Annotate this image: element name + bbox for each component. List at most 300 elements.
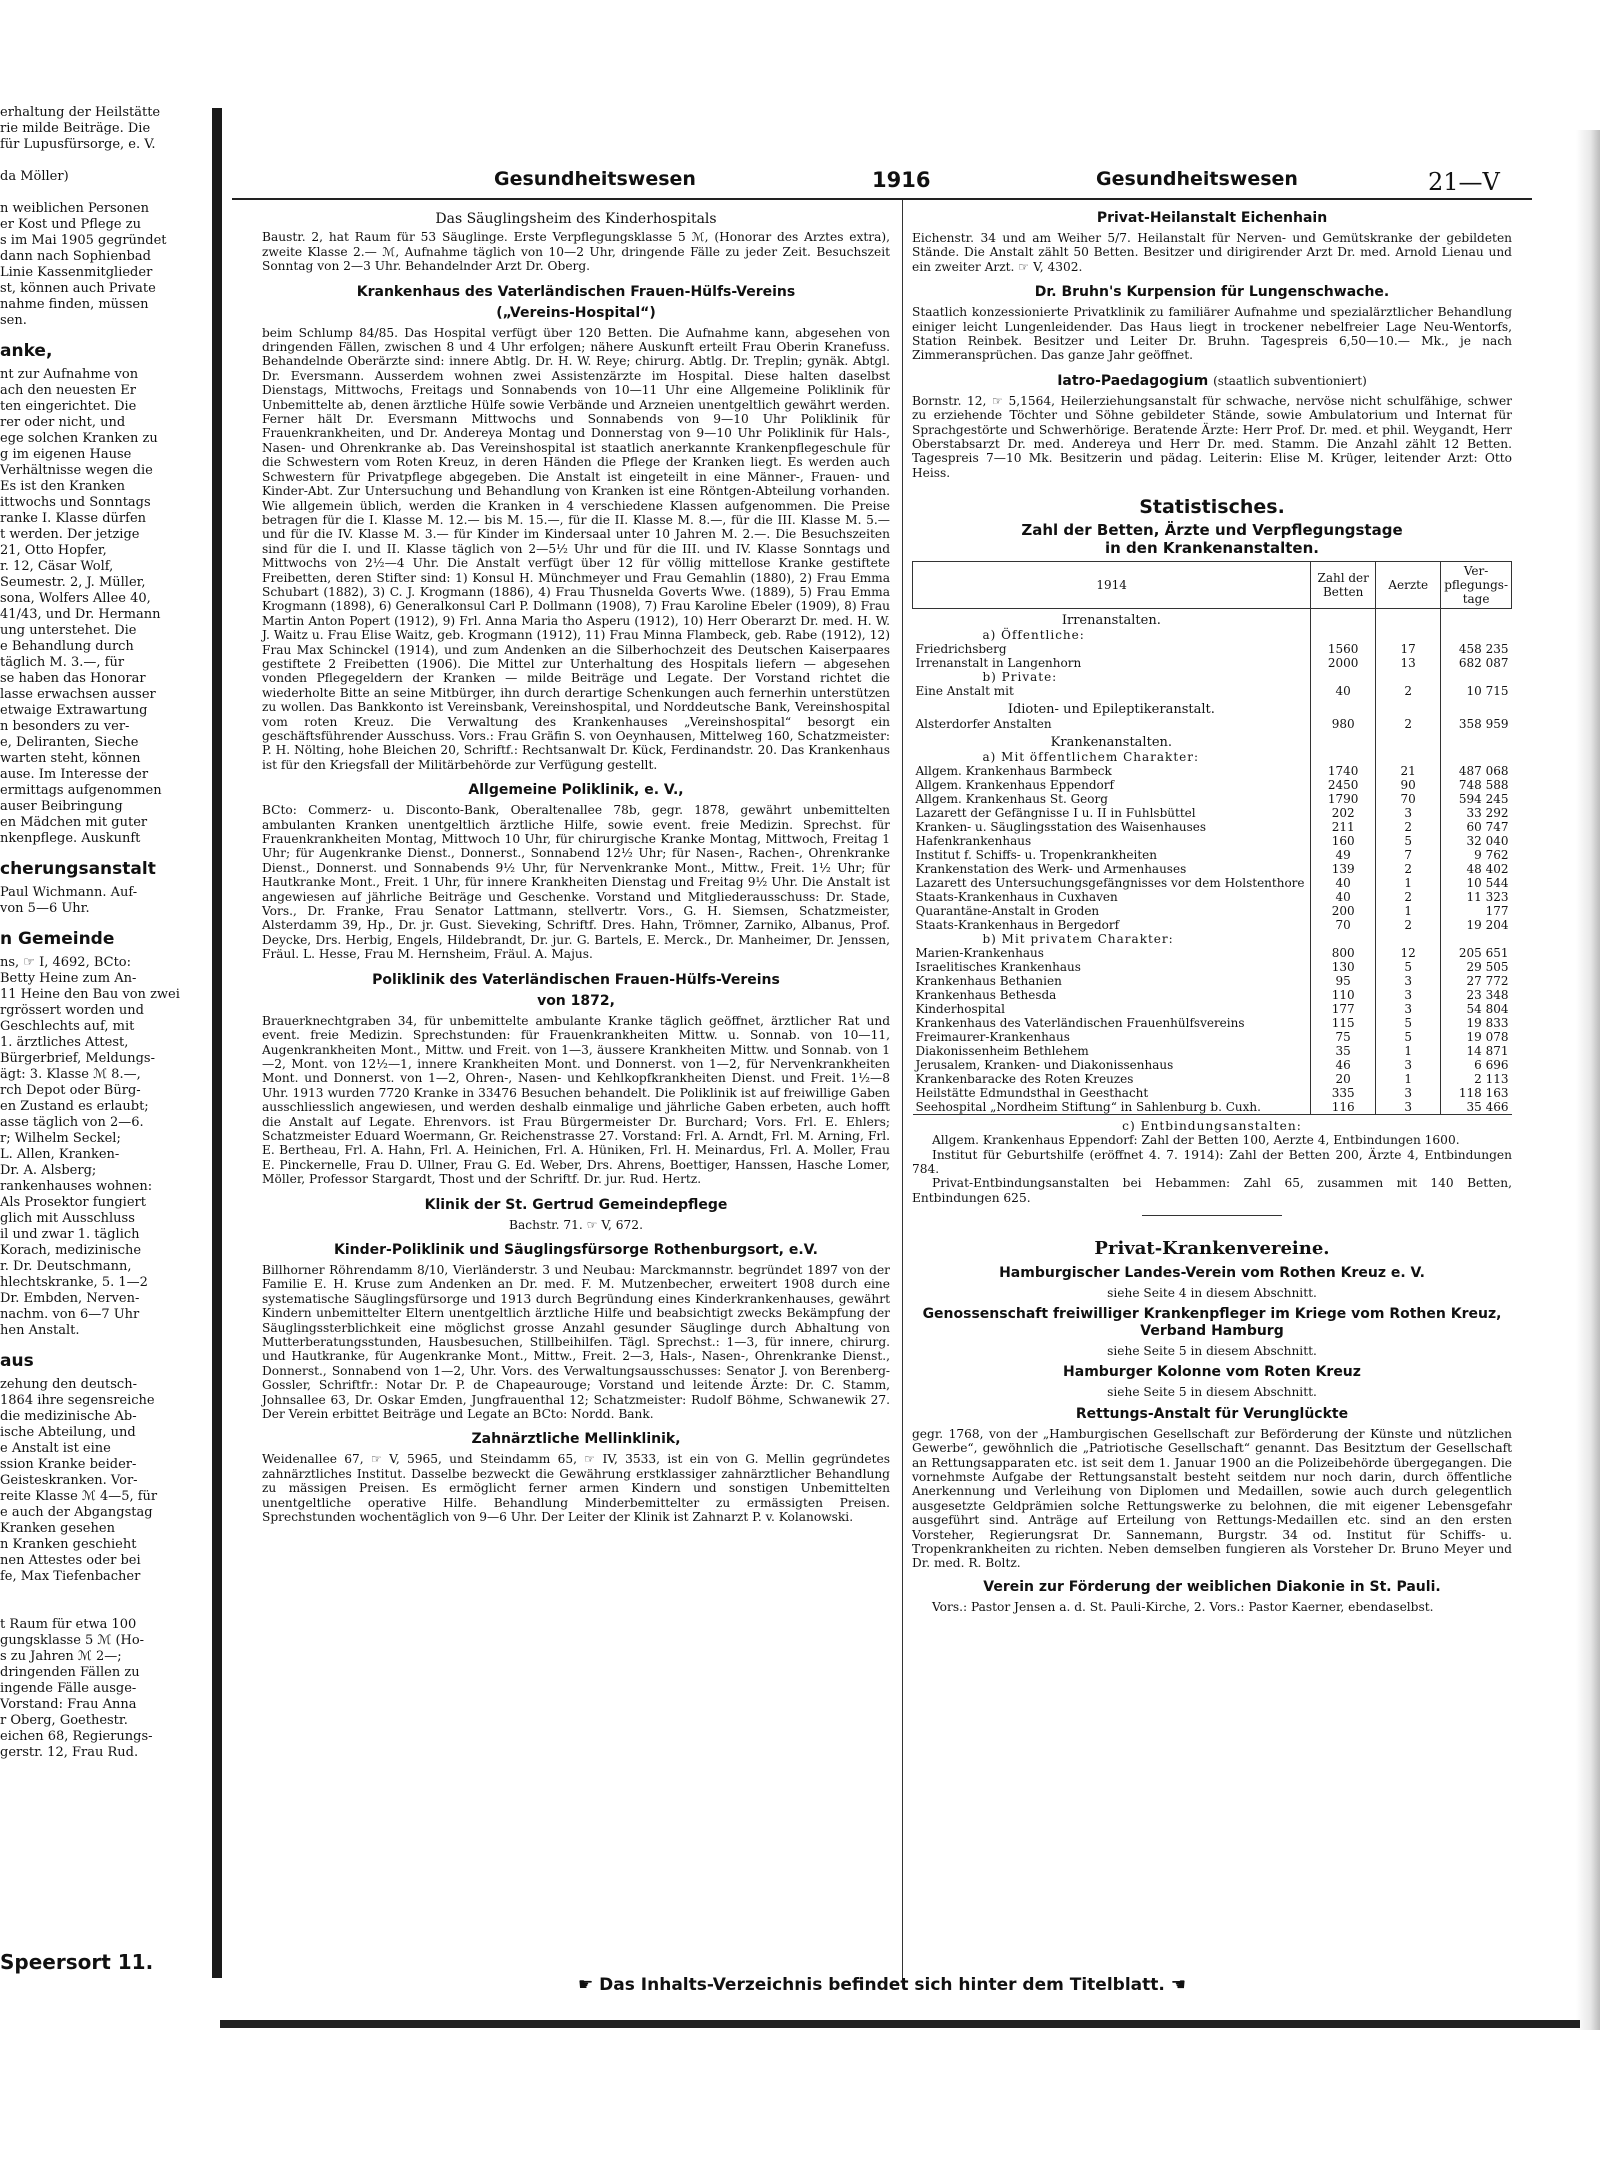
text-line: ägt: 3. Klasse ℳ 8.—, (0, 1067, 141, 1082)
table-row (913, 1016, 1512, 1030)
text-line: Paul Wichmann. Auf- (0, 885, 138, 900)
section-allgemeine-poliklinik (262, 782, 890, 961)
beds-count: 95 (1311, 974, 1376, 988)
text-line: n besonders zu ver- (0, 719, 130, 734)
empty-cell (1441, 698, 1512, 717)
empty-cell (1311, 670, 1376, 684)
subgroup-row (913, 932, 1512, 946)
text-line: s zu Jahren ℳ 2—; (0, 1649, 122, 1664)
footer-notice: ☛ Das Inhalts-Verzeichnis befindet sich hinter dem Titelblatt. ☚ (578, 1975, 1186, 1995)
institution-name: Institut f. Schiffs- u. Tropenkrankheiten (915, 847, 1157, 862)
institution-name: Staats-Krankenhaus in Cuxhaven (915, 889, 1118, 904)
beds-count: 1740 (1311, 764, 1376, 778)
text-line: lasse erwachsen ausser (0, 687, 156, 702)
beds-count: 116 (1311, 1100, 1376, 1115)
text-line: e, Deliranten, Sieche (0, 735, 139, 750)
beds-count: 75 (1311, 1030, 1376, 1044)
group-row (913, 698, 1512, 717)
beds-count: 110 (1311, 988, 1376, 1002)
section-body: BCto: Commerz- u. Disconto-Bank, Oberaltenallee 78b, gegr. 1878, gewährt unbemittelten ambulanten Kranken unentgeltlich ärztliche Hilfe, sowie event. freie Medizin. Sprechst. für Frauenkrankheiten Montag, Mittwoch 10 Uhr, für chirurgische Kranke Montag, Mittwoch, Freitag 1 Uhr; für Augenkranke Dienst., Donnerst., Sonnabend 12½ Uhr; für Nasen-, Rachen-, Ohrenkranke Dienst., Donnerst. und Sonnabends 9½ Uhr, für Nervenkranke Mont., Mittw., Freit. 1½ Uhr; für Hautkranke Mont., Freit. 1 Uhr, für innere Krankheiten Dienstag und Freitag 9½ Uhr. Die Anstalt ist angewiesen auf jährliche Beiträge und Geschenke. Vorstand und Mitgliederausschuss: Dr. Stade, Vors., Dr. Franke, Frau Senator Lattmann, stellvertr. Vors., G. H. Siemsen, Schatzmeister, Alsterdamm 39, Hp., Dr. jr. Gust. Sieveking, Schriftf. Dres. Hahn, Trömner, Zarniko, Albanus, Prof. Deycke, Drs. Herbig, Engels, Hildebrandt, Dr. jur. G. Bartels, E. Merck., Dr. Manheimer, Dr. Jenssen, Fräul. L. Hesse, Frau M. Hernsheim, Fräul. A. Majus. (262, 803, 890, 962)
text-line: 41/43, und Dr. Hermann (0, 607, 161, 622)
care-days: 29 505 (1441, 960, 1512, 974)
notes-title: c) Entbindungsanstalten: (1122, 1118, 1302, 1133)
text-line: nahme finden, müssen (0, 297, 149, 312)
text-line: täglich M. 3.—, für (0, 655, 125, 670)
section-saeuglingsheim (262, 212, 890, 274)
text-line: zehung den deutsch- (0, 1377, 137, 1392)
left-heading: cherungsanstalt (0, 859, 156, 879)
text-line: rgrössert worden und (0, 1003, 144, 1018)
doctors-count: 1 (1376, 876, 1441, 890)
table-row (913, 988, 1512, 1002)
section-subtitle: siehe Seite 5 in diesem Abschnitt. (1107, 1343, 1317, 1358)
section-title: Zahnärztliche Mellinklinik, (471, 1431, 681, 1448)
text-line: t Raum für etwa 100 (0, 1617, 137, 1632)
header-year: 1916 (872, 168, 931, 192)
table-row (913, 1002, 1512, 1016)
care-days: 10 715 (1441, 684, 1512, 698)
text-line: r; Wilhelm Seckel; (0, 1131, 121, 1146)
table-row (913, 1030, 1512, 1044)
section-subtitle: siehe Seite 5 in diesem Abschnitt. (1107, 1385, 1317, 1400)
text-line: Geisteskranken. Vor- (0, 1473, 138, 1488)
section-title: Privat-Heilanstalt Eichenhain (1096, 210, 1328, 226)
institution-name: Lazarett des Untersuchungsgefängnisses vor dem Holstenthore (915, 875, 1305, 890)
doctors-count: 21 (1376, 764, 1441, 778)
table-row (913, 792, 1512, 806)
institution-name: Staats-Krankenhaus in Bergedorf (915, 917, 1120, 932)
left-heading: n Gemeinde (0, 929, 115, 949)
institution-name: Krankenhaus des Vaterländischen Frauenhülfsvereins (915, 1015, 1245, 1030)
section-body: Weidenallee 67, ☞ V, 5965, und Steindamm 65, ☞ IV, 3533, ist ein von G. Mellin gegründetes zahnärztliches Institut. Dasselbe bezweckt die Gewährung erstklassiger zahnärztlicher Behandlung zu mässigen Preisen. Es ermöglicht ferner armen Kindern und sonstigen Unbemittelten unentgeltliche operative Hilfe. Behandlung Minderbemittelter zu ermässigten Preisen. Sprechstunden wochentäglich von 9—6 Uhr. Der Leiter der Klinik ist Zahnarzt P. v. Kolanowski. (262, 1452, 890, 1525)
text-line: 11 Heine den Bau von zwei (0, 987, 180, 1002)
empty-cell (1311, 698, 1376, 717)
table-row (913, 946, 1512, 960)
beds-count: 130 (1311, 960, 1376, 974)
care-days: 9 762 (1441, 848, 1512, 862)
doctors-count: 13 (1376, 656, 1441, 670)
text-line: L. Allen, Kranken- (0, 1147, 120, 1162)
table-row (913, 1100, 1512, 1115)
section-body: Baustr. 2, hat Raum für 53 Säuglinge. Erste Verpflegungsklasse 5 ℳ, (Honorar des Arztes extra), zweite Klasse 2.— ℳ, Aufnahme täglich von 10—2 Uhr, dringende Fälle zu jeder Zeit. Besuchszeit Sonntag von 2—3 Uhr. Behandelnder Arzt Dr. Oberg. (262, 230, 890, 274)
text-line: t werden. Der jetzige (0, 527, 140, 542)
section-title: Verein zur Förderung der weiblichen Diakonie in St. Pauli. (983, 1578, 1441, 1595)
subgroup-title: b) Mit privatem Charakter: (982, 931, 1174, 946)
table-row (913, 862, 1512, 876)
text-line: s im Mai 1905 gegründet (0, 233, 167, 248)
group-title: Irrenanstalten. (1061, 612, 1161, 628)
doctors-count: 2 (1376, 684, 1441, 698)
section-title: Dr. Bruhn's Kurpension für Lungenschwache. (1034, 284, 1390, 301)
doctors-count: 3 (1376, 1086, 1441, 1100)
empty-cell (1376, 628, 1441, 642)
doctors-count: 2 (1376, 918, 1441, 932)
care-days: 27 772 (1441, 974, 1512, 988)
text-line: n Kranken geschieht (0, 1537, 137, 1552)
doctors-count: 3 (1376, 1002, 1441, 1016)
text-line: für Lupusfürsorge, e. V. (0, 137, 156, 152)
doctors-count: 3 (1376, 1058, 1441, 1072)
doctors-count: 70 (1376, 792, 1441, 806)
text-line: nachm. von 6—7 Uhr (0, 1307, 140, 1322)
table-row (913, 820, 1512, 834)
institution-name: Krankenstation des Werk- und Armenhauses (915, 861, 1187, 876)
column-right (912, 210, 1512, 1614)
text-line: e auch der Abgangstag (0, 1505, 153, 1520)
institution-name: Krankenhaus Bethesda (915, 987, 1057, 1002)
text-line: Vorstand: Frau Anna (0, 1697, 137, 1712)
doctors-count: 5 (1376, 1016, 1441, 1030)
doctors-count: 3 (1376, 806, 1441, 820)
text-line: ranke I. Klasse dürfen (0, 511, 147, 526)
beds-count: 1790 (1311, 792, 1376, 806)
text-line: ause. Im Interesse der (0, 767, 149, 782)
text-line: er Kost und Pflege zu (0, 217, 141, 232)
text-line: e Anstalt ist eine (0, 1441, 111, 1456)
text-line: Seumestr. 2, J. Müller, (0, 575, 146, 590)
text-line: von 5—6 Uhr. (0, 901, 90, 916)
text-line: nkenpflege. Auskunft (0, 831, 141, 846)
institution-name: Quarantäne-Anstalt in Groden (915, 903, 1100, 918)
institution-name: Alsterdorfer Anstalten (915, 716, 1052, 731)
doctors-count: 3 (1376, 988, 1441, 1002)
care-days: 10 544 (1441, 876, 1512, 890)
institution-name: Lazarett der Gefängnisse I u. II in Fuhlsbüttel (915, 805, 1196, 820)
table-row (913, 642, 1512, 656)
header-right: Gesundheitswesen (1096, 168, 1298, 190)
table-row (913, 1072, 1512, 1086)
empty-cell (1441, 731, 1512, 750)
doctors-count: 2 (1376, 820, 1441, 834)
beds-count: 115 (1311, 1016, 1376, 1030)
section-body: beim Schlump 84/85. Das Hospital verfügt über 120 Betten. Die Aufnahme kann, abgesehen von dringenden Fällen, zwischen 8 und 4 Uhr erfolgen; nähere Auskunft erteilt Frau Oberin Kranefuss. Behandelnde Oberärzte sind: innere Abtlg. Dr. H. W. Reye; chirurg. Abtlg. Dr. Treplin; gynäk. Abtgl. Dr. Eversmann. Ausserdem wohnen zwei Assistenzärzte im Hospital. Diese halten daselbst Dienstags, Mittwochs, Freitags und Sonnabends von 10—11 Uhr eine Allgemeine Poliklinik für Unbemittelte ab, denen ärztliche Hülfe sowie Verbände und Arzneien unentgeltlich gewährt werden. Ferner hält Dr. Eversmann Mittwochs und Sonnabends von 9—10 Uhr Poliklinik für Frauenkrankheiten, und Dr. Andereya Montag und Donnerstag von 9—10 Uhr Poliklinik für Hals-, Nasen- und Ohrenkranke ab. Das Vereinshospital ist staatlich anerkannte Krankenpflegeschule für die Schwestern vom Roten Kreuz, in deren Händen die Pflege der Kranken liegt. Es werden auch Schwestern für Privatpflege abgegeben. Die Anstalt ist eingeteilt in eine Männer-, Frauen- und Kinder-Abt. Zur Untersuchung und Behandlung von Kranken ist eine Röntgen-Abteilung vorhanden. Wie allgemein üblich, werden die Kranken in 4 verschiedene Klassen aufgenommen. Die Preise betragen für die I. Klasse M. 12.— bis M. 15.—, für die II. Klasse M. 8.—, für die III. Klasse M. 5.— und für die IV. Klasse M. 3.— für Kinder im Kindersaal unter 10 Jahren M. 2.—. Die Besuchszeiten sind für die I. und II. Klasse täglich von 2—5½ Uhr und für die III. und IV. Klasse Sonntags und Mittwochs von 2½—4 Uhr. Die Anstalt verfügt über 12 für völlig mittellose Kranke gestiftete Freibetten, deren Stifter sind: 1) Konsul H. Münchmeyer und Frau Gemahlin (1880), 2) Frau Emma Schubart (1882), 3) C. J. Krogmann (1886), 4) Frau Thusnelda Goverts Wwe. (1889), 5) Frau Emma Krogmann (1898), 6) Generalkonsul Carl P. Dollmann (1908), 7) Frau Karoline Ebeler (1909), 8) Frau Martin Anton Popert (1912), 9) Frl. Anna Maria tho Asperu (1912), 10) Herr Oberarzt Dr. med. H. W. J. Waitz u. Frau Elise Waitz, geb. Krogmann (1912), 11) Frau Minna Flambeck, geb. Rabe (1912), 12) Frau Max Schinckel (1914), und zum Andenken an die Silberhochzeit des Deutschen Kaiserpaares gestiftete 2 Freibetten (1906). Die Mittel zur Unterhaltung des Hospitals liefern — abgesehen vonden Pflegegeldern der Kranken — milde Beiträge und Legate. Der Vorstand richtet die wiederholte Bitte an seine Mitbürger, ihn durch derartige Schenkungen auch fernerhin unterstützen zu wollen. Das Bankkonto ist Vereinsbank, Vereinshospital, und Norddeutsche Bank, Vereinshospital vom roten Kreuz. Die Verwaltung des Krankenhauses „Vereinshospital“ besorgt ein geschäftsführender Ausschuss. Vors.: Frau Gräfin S. von Oeynhausen, Mittelweg 160, Schatzmeister: P. H. Nölting, hohe Bleichen 20, Schriftf.: Rechtsanwalt Dr. Kück, Ferdinandstr. 20. Das Krankenhaus ist für den Kriegsfall der Militärbehörde zur Verfügung gestellt. (262, 325, 890, 772)
page-number: 21—V (1428, 168, 1500, 196)
subgroup-row (913, 670, 1512, 684)
care-days: 205 651 (1441, 946, 1512, 960)
beds-count: 202 (1311, 806, 1376, 820)
care-days: 6 696 (1441, 1058, 1512, 1072)
text-line: etwaige Extrawartung (0, 703, 148, 718)
empty-cell (1376, 670, 1441, 684)
beds-count: 35 (1311, 1044, 1376, 1058)
text-line: Bürgerbrief, Meldungs- (0, 1051, 155, 1066)
institution-name: Israelitisches Krankenhaus (915, 959, 1081, 974)
table-row (913, 848, 1512, 862)
section-kinder-poliklinik (262, 1242, 890, 1421)
text-line: Kranken gesehen (0, 1521, 115, 1536)
care-days: 358 959 (1441, 717, 1512, 731)
statistics-heading: Statistisches. (1139, 496, 1285, 519)
doctors-count: 12 (1376, 946, 1441, 960)
section-title-line2: von 1872, (537, 992, 615, 1009)
section-title-line2: („Vereins-Hospital“) (496, 304, 656, 321)
institution-name: Jerusalem, Kranken- und Diakonissenhaus (915, 1057, 1174, 1072)
beds-count: 40 (1311, 890, 1376, 904)
text-line: rankenhauses wohnen: (0, 1179, 153, 1194)
table-header-year: 1914 (913, 561, 1311, 608)
care-days: 458 235 (1441, 642, 1512, 656)
institution-name: Seehospital „Nordheim Stiftung“ in Sahlenburg b. Cuxh. (915, 1099, 1261, 1114)
empty-cell (1311, 932, 1376, 946)
care-days: 23 348 (1441, 988, 1512, 1002)
beds-count: 160 (1311, 834, 1376, 848)
table-row (913, 764, 1512, 778)
empty-cell (1311, 628, 1376, 642)
institution-name: Friedrichsberg (915, 641, 1007, 656)
table-header-beds: Zahl der Betten (1311, 561, 1376, 608)
institution-name: Krankenbaracke des Roten Kreuzes (915, 1071, 1134, 1086)
privat-krankenvereine-heading: Privat-Krankenvereine. (1094, 1238, 1330, 1260)
doctors-count: 1 (1376, 904, 1441, 918)
text-line: ssion Kranke beider- (0, 1457, 137, 1472)
institution-name: Eine Anstalt mit (915, 683, 1014, 698)
empty-cell (1441, 932, 1512, 946)
doctors-count: 90 (1376, 778, 1441, 792)
institution-name: Allgem. Krankenhaus St. Georg (915, 791, 1108, 806)
text-line: Dr. Embden, Nerven- (0, 1291, 140, 1306)
section-title: Genossenschaft freiwilliger Krankenpfleger im Kriege vom Rothen Kreuz, Verband Hamburg (922, 1305, 1502, 1339)
table-row (913, 1086, 1512, 1100)
section-title: Klinik der St. Gertrud Gemeindepflege (424, 1196, 728, 1213)
text-line: st, können auch Private (0, 281, 156, 296)
section-title: Poliklinik des Vaterländischen Frauen-Hülfs-Vereins (372, 971, 780, 988)
institution-name: Hafenkrankenhaus (915, 833, 1032, 848)
section-body: Eichenstr. 34 und am Weiher 5/7. Heilanstalt für Nerven- und Gemütskranke der gebildeten Stände. Die Anstalt zählt 50 Betten. Besitzer und dirigirender Arzt Dr. med. Arnold Lienau und ein zweiter Arzt. ☞ V, 4302. (912, 231, 1512, 274)
care-days: 19 204 (1441, 918, 1512, 932)
beds-count: 800 (1311, 946, 1376, 960)
text-line: warten steht, können (0, 751, 141, 766)
note-line: Privat-Entbindungsanstalten bei Hebammen: Zahl 65, zusammen mit 140 Betten, Entbindungen 625. (912, 1176, 1512, 1205)
text-line: ittwochs und Sonntags (0, 495, 151, 510)
doctors-count: 5 (1376, 1030, 1441, 1044)
section-title (912, 373, 1512, 390)
group-row (913, 731, 1512, 750)
care-days: 48 402 (1441, 862, 1512, 876)
care-days: 60 747 (1441, 820, 1512, 834)
section-iatro-paedagogium (912, 373, 1512, 480)
text-line: nt zur Aufnahme von (0, 367, 139, 382)
beds-count: 139 (1311, 862, 1376, 876)
section-body: gegr. 1768, von der „Hamburgischen Gesellschaft zur Beförderung der Künste und nützlichen Gewerbe“, gewöhnlich die „Patriotische Gesellschaft“ genannt. Das Besitztum der Gesellschaft an Rettungsapparaten etc. ist seit dem 1. Januar 1900 an die Polizeibehörde übergegangen. Die vornehmste Aufgabe der Rettungsanstalt besteht seitdem nur noch darin, durch öffentliche Anerkennung und Verleihung von Diplomen und Medaillen, sowie auch durch gelegentlich ausgesetzte Geldprämien solche Rettungswerke zu belohnen, die mit eigener Lebensgefahr ausgeführt sind. Anträge auf Erteilung von Rettungs-Medaillen etc. sind an den ersten Vorsteher, Regierungsrat Dr. Sannemann, Burgstr. 34 od. Institut für Schiffs- u. Tropenkrankheiten zu richten. Neben demselben fungieren als Vorsteher Dr. Bruno Meyer und Dr. med. R. Boltz. (912, 1426, 1512, 1571)
text-line: glich mit Ausschluss (0, 1211, 135, 1226)
empty-cell (1311, 731, 1376, 750)
text-line: rch Depot oder Bürg- (0, 1083, 141, 1098)
care-days: 11 323 (1441, 890, 1512, 904)
text-line: se haben das Honorar (0, 671, 146, 686)
text-line: ung unterstehet. Die (0, 623, 137, 638)
section-title: Hamburgischer Landes-Verein vom Rothen Kreuz e. V. (999, 1264, 1425, 1281)
empty-cell (1441, 628, 1512, 642)
institution-name: Irrenanstalt in Langenhorn (915, 655, 1082, 670)
doctors-count: 3 (1376, 974, 1441, 988)
empty-cell (1441, 608, 1512, 628)
text-line: Verhältnisse wegen die (0, 463, 153, 478)
care-days: 33 292 (1441, 806, 1512, 820)
text-line: da Möller) (0, 169, 69, 184)
page-bottom-edge (220, 2020, 1580, 2028)
text-line: Geschlechts auf, mit (0, 1019, 135, 1034)
care-days: 2 113 (1441, 1072, 1512, 1086)
doctors-count: 2 (1376, 717, 1441, 731)
divider (1142, 1215, 1282, 1216)
text-line (0, 153, 205, 169)
empty-cell (1311, 750, 1376, 764)
care-days: 748 588 (1441, 778, 1512, 792)
section-bruhn-kurpension (912, 284, 1512, 363)
empty-cell (1311, 608, 1376, 628)
section-vereins-hospital (262, 284, 890, 773)
left-heading: anke, (0, 341, 53, 361)
section-st-gertrud (262, 1197, 890, 1232)
text-line: Als Prosektor fungiert (0, 1195, 146, 1210)
statistics-subheading: Zahl der Betten, Ärzte und Verpflegungstage (1021, 520, 1403, 539)
beds-count: 20 (1311, 1072, 1376, 1086)
section-title: Rettungs-Anstalt für Verunglückte (1075, 1405, 1349, 1422)
institution-name: Krankenhaus Bethanien (915, 973, 1062, 988)
table-row (913, 1058, 1512, 1072)
empty-cell (1376, 750, 1441, 764)
running-header (232, 168, 1532, 198)
care-days: 54 804 (1441, 1002, 1512, 1016)
text-line: 1864 ihre segensreiche (0, 1393, 155, 1408)
table-header-days: Ver-pflegungs-tage (1441, 561, 1512, 608)
institution-name: Diakonissenheim Bethlehem (915, 1043, 1089, 1058)
care-days: 19 078 (1441, 1030, 1512, 1044)
section-mellinklinik (262, 1431, 890, 1524)
text-line (0, 185, 205, 201)
table-header-doctors: Aerzte (1376, 561, 1441, 608)
table-row (913, 960, 1512, 974)
section-body: Brauerknechtgraben 34, für unbemittelte ambulante Kranke täglich geöffnet, ärztlicher Rat und event. freie Medizin. Sprechstunden: für Frauenkrankheiten Mittw. u. Sonnab. von 10—11, Augenkrankheiten Mont., Mittw. und Freit. von 1—3, äussere Krankheiten Mittw. und Sonnab. von 1—2, Mont. von 12½—1, innere Krankheiten Mont. und Donnerst. von 1—2, für Nervenkrankheiten Mont. und Donnerst. von 1—2, Ohren-, Nasen- und Kehlkopfkrankheiten Dienst. und Freit. 1½—8 Uhr. 1913 wurden 7720 Kranke in 33476 Besuchen behandelt. Die Poliklinik ist auf freiwillige Gaben ausschliesslich angewiesen, und werden deshalb einmalige und jährliche Gaben erbeten, auch hofft die Anstalt auf Legate. Ehrenvors. ist Frau Bürgermeister Dr. Burchard; Vors. Frl. E. Ehlers; Schatzmeister Eduard Woermann, Gr. Reichenstrasse 27. Vorstand: Frl. A. Arndt, Frl. M. Arning, Frl. E. Bertheau, Frl. A. Hahn, Frl. A. Heinichen, Frl. A. Hüniken, Frl. H. Meinardus, Frl. A. Moller, Frau E. Pinckernelle, Frau D. Ullner, Frau G. Ed. Weber, Drs. Ahrens, Boettiger, Hanssen, Hasche Lomer, Möller, Professor Stargardt, Thost und der Schriftf. Dr. jur. Rud. Hertz. (262, 1013, 890, 1187)
text-line: en Mädchen mit guter (0, 815, 148, 830)
text-line: Dr. A. Alsberg; (0, 1163, 97, 1178)
text-line: hen Anstalt. (0, 1323, 80, 1338)
subgroup-row (913, 750, 1512, 764)
section-body: Bornstr. 12, ☞ 5,1564, Heilerziehungsanstalt für schwache, nervöse nicht schulfähige, schwer zu erziehende Töchter und Söhne gebildeter Stände, sowie Ambulatorium und Internat für Sprachgestörte und Schwerhörige. Beratende Ärzte: Herr Prof. Dr. med. et phil. Weygandt, Herr Oberstabsarzt Dr. med. Andereya und Herr Dr. med. Stamm. Die Anzahl zählt 12 Betten. Tagespreis 7—10 Mk. Besitzerin und pädag. Leiterin: Elise M. Krüger, leitender Arzt: Otto Heiss. (912, 393, 1512, 480)
care-days: 682 087 (1441, 656, 1512, 670)
text-line: sen. (0, 313, 27, 328)
text-line: dringenden Fällen zu (0, 1665, 140, 1680)
table-row (913, 684, 1512, 698)
header-left: Gesundheitswesen (494, 168, 696, 190)
statistics-table (912, 561, 1512, 1115)
section-title: Krankenhaus des Vaterländischen Frauen-Hülfs-Vereins (356, 283, 796, 300)
text-line: ns, ☞ I, 4692, BCto: (0, 955, 132, 970)
text-line: rie milde Beiträge. Die (0, 121, 151, 136)
text-line: gungsklasse 5 ℳ (Ho- (0, 1633, 145, 1648)
institution-name: Heilstätte Edmundsthal in Geesthacht (915, 1085, 1149, 1100)
institution-name: Allgem. Krankenhaus Eppendorf (915, 777, 1114, 792)
table-row (913, 778, 1512, 792)
section-body: Vors.: Pastor Jensen a. d. St. Pauli-Kirche, 2. Vors.: Pastor Kaerner, ebendaselbst. (932, 1599, 1434, 1614)
page-edge (1576, 130, 1600, 2030)
text-line: sona, Wolfers Allee 40, (0, 591, 151, 606)
beds-count: 2450 (1311, 778, 1376, 792)
text-line: hlechtskranke, 5. 1—2 (0, 1275, 148, 1290)
section-title: Hamburger Kolonne vom Roten Kreuz (1063, 1364, 1361, 1381)
group-row (913, 608, 1512, 628)
group-title: Idioten- und Epileptikeranstalt. (1007, 701, 1215, 717)
note-line: Institut für Geburtshilfe (eröffnet 4. 7. 1914): Zahl der Betten 200, Ärzte 4, Entbindungen 784. (912, 1147, 1512, 1176)
text-line: fe, Max Tiefenbacher (0, 1569, 141, 1584)
text-line: ten eingerichtet. Die (0, 399, 137, 414)
column-separator (902, 200, 903, 1980)
text-line: erhaltung der Heilstätte (0, 105, 161, 120)
section-poliklinik-1872 (262, 972, 890, 1187)
care-days: 14 871 (1441, 1044, 1512, 1058)
institution-name: Kranken- u. Säuglingsstation des Waisenhauses (915, 819, 1207, 834)
statistics-subheading-2: in den Krankenanstalten. (1105, 538, 1319, 557)
beds-count: 40 (1311, 684, 1376, 698)
text-line: gerstr. 12, Frau Rud. (0, 1745, 139, 1760)
text-line: ege solchen Kranken zu (0, 431, 158, 446)
page-gutter (212, 108, 222, 1978)
text-line: ingende Fälle ausge- (0, 1681, 137, 1696)
table-row (913, 806, 1512, 820)
subgroup-title: b) Private: (982, 669, 1058, 684)
beds-count: 211 (1311, 820, 1376, 834)
beds-count: 1560 (1311, 642, 1376, 656)
table-row (913, 890, 1512, 904)
doctors-count: 2 (1376, 862, 1441, 876)
text-line: il und zwar 1. täglich (0, 1227, 140, 1242)
text-line: r. 12, Cäsar Wolf, (0, 559, 114, 574)
text-line: dann nach Sophienbad (0, 249, 151, 264)
group-title: Krankenanstalten. (1050, 734, 1173, 750)
beds-count: 40 (1311, 876, 1376, 890)
title-text: Iatro-Paedagogium (1057, 372, 1209, 389)
beds-count: 177 (1311, 1002, 1376, 1016)
column-left (262, 210, 890, 1534)
header-rule (232, 198, 1532, 200)
beds-count: 49 (1311, 848, 1376, 862)
text-line: reite Klasse ℳ 4—5, für (0, 1489, 158, 1504)
left-page-fragment (0, 105, 205, 1965)
empty-cell (1376, 731, 1441, 750)
text-line: en Zustand es erlaubt; (0, 1099, 149, 1114)
text-line: 21, Otto Hopfer, (0, 543, 107, 558)
section-body: Billhorner Röhrendamm 8/10, Vierländerstr. 3 und Neubau: Marckmannstr. begründet 1897 von der Familie E. H. Kruse zum Andenken an Dr. med. F. M. Mutzenbecher, erweitert 1908 durch eine systematische Säuglingsfürsorge und 1913 durch Begründung eines Kinderkrankenhauses, gewährt Kindern unbemittelter Eltern unentgeltlich ärztliche Hilfe und beabsichtigt zwecks Bekämpfung der Säuglingssterblichkeit eine möglichst grosse Anzahl gesunder Säuglinge durch Abhaltung von Mutterberatungsstunden, Hausbesuchen, Stillbeihilfen. Tägl. Sprechst.: 1—3, für innere, chirurg. und Hautkranke, für Augenkranke Mont., Mittw., Freit. 2—3, Hals-, Nasen-, Ohrenkranke Dienst., Donnerst., Sonnabend von 1—2, Uhr. Vors. des Verwaltungsausschusses: Senator J. von Berenberg-Gossler, Schriftfr.: Notar Dr. P. de Chapeaurouge; Vorstand und leitende Ärzte: Dr. C. Stamm, Johnsallee 63, Dr. Oskar Emden, Jungfrauenthal 12; Schatzmeister: Rudolf Böhme, Schwanewik 27. Der Verein erbittet Beiträge und Legate an BCto: Nordd. Bank. (262, 1262, 890, 1422)
text-line: eichen 68, Regierungs- (0, 1729, 153, 1744)
text-line: Linie Kassenmitglieder (0, 265, 153, 280)
empty-cell (1376, 608, 1441, 628)
care-days: 487 068 (1441, 764, 1512, 778)
institution-name: Kinderhospital (915, 1001, 1005, 1016)
institution-name: Freimaurer-Krankenhaus (915, 1029, 1070, 1044)
doctors-count: 5 (1376, 960, 1441, 974)
care-days: 19 833 (1441, 1016, 1512, 1030)
beds-count: 200 (1311, 904, 1376, 918)
empty-cell (1376, 698, 1441, 717)
text-line: ermittags aufgenommen (0, 783, 162, 798)
beds-count: 980 (1311, 717, 1376, 731)
empty-cell (1441, 750, 1512, 764)
section-title: Allgemeine Poliklinik, e. V., (468, 782, 684, 799)
beds-count: 70 (1311, 918, 1376, 932)
entbindungsanstalten (912, 1119, 1512, 1205)
care-days: 594 245 (1441, 792, 1512, 806)
table-row (913, 834, 1512, 848)
institution-name: Allgem. Krankenhaus Barmbeck (915, 763, 1112, 778)
subgroup-title: a) Öffentliche: (982, 627, 1085, 642)
note-line: Allgem. Krankenhaus Eppendorf: Zahl der Betten 100, Aerzte 4, Entbindungen 1600. (932, 1133, 1460, 1148)
text-line: rer oder nicht, und (0, 415, 126, 430)
text-line: Betty Heine zum An- (0, 971, 137, 986)
table-row (913, 876, 1512, 890)
left-heading: aus (0, 1351, 34, 1371)
table-row (913, 974, 1512, 988)
text-line: e Behandlung durch (0, 639, 134, 654)
